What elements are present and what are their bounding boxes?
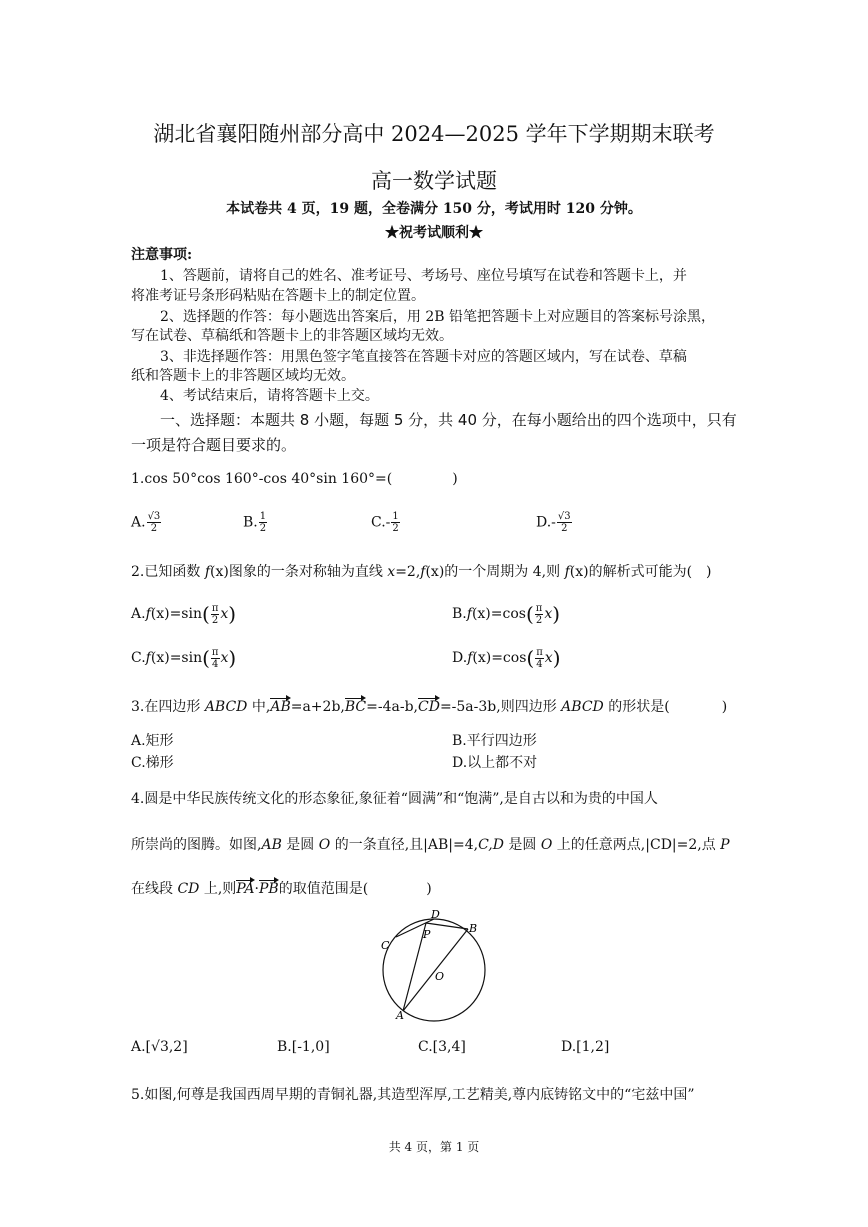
q3-vec-bc: BC	[344, 699, 367, 715]
q2-d-f: f	[467, 650, 473, 666]
q4-l3-d: 的取值范围是(	[278, 881, 369, 897]
section-1-heading-line1: 一、选择题：本题共 8 小题，每题 5 分，共 40 分，在每小题给出的四个选项中，只有	[160, 411, 737, 429]
q2-f-3: f	[564, 564, 570, 580]
q3-vec-ab: AB	[270, 699, 291, 715]
q2-stem	[131, 561, 712, 581]
q2-a-var: x	[220, 606, 229, 622]
q1-option-b-label: B.	[243, 514, 258, 531]
q4-vec-pb: PB	[259, 881, 279, 897]
q2-b-label: B.	[452, 606, 467, 622]
q2-x-3: (x)	[569, 564, 589, 580]
q4-option-c: C.[3,4]	[418, 1039, 466, 1055]
exam-subtitle: 高一数学试题	[371, 169, 497, 193]
q2-f-2: f	[420, 564, 426, 580]
q1-close: )	[452, 471, 458, 487]
notice-item-3b: 纸和答题卡上的非答题区域均无效。	[131, 368, 355, 384]
q2-a-f: f	[145, 606, 151, 622]
q3-option-b: B.平行四边形	[452, 733, 537, 749]
notice-item-2a: 2、选择题的作答：每小题选出答案后，用 2B 铅笔把答题卡上对应题目的答案标号涂黑，	[160, 309, 716, 325]
q1-option-a-label: A.	[131, 514, 146, 531]
q3-expr-1: =a+2b,	[290, 699, 345, 715]
q4-l2-o: O	[318, 837, 331, 853]
q3-text-2: 中,	[247, 699, 271, 715]
q3-text-3: 的形状是(	[603, 699, 670, 715]
notice-item-1a: 1、答题前，请将自己的姓名、准考证号、考场号、座位号填写在试卷和答题卡上，并	[160, 268, 687, 284]
exam-title: 湖北省襄阳随州部分高中 2024—2025 学年下学期期末联考	[153, 122, 715, 146]
q2-option-d: D.f(x)=cos( $\frac{\pi}{4}$ x)	[452, 646, 561, 670]
q2-a-fn: =sin	[169, 606, 202, 622]
q4-option-a: A.[√3,2]	[131, 1039, 188, 1055]
q2-c-f: f	[145, 650, 151, 666]
q2-f: f	[204, 564, 210, 580]
q3-text-1: 3.在四边形	[131, 699, 205, 715]
q4-l2-ab: AB	[261, 837, 282, 853]
q4-l3-cd: CD	[177, 881, 200, 897]
q4-l3-a: 在线段	[131, 881, 178, 897]
q3-close: )	[721, 699, 728, 715]
q2-close: )	[706, 564, 712, 580]
exam-wish: ★祝考试顺利★	[385, 225, 483, 241]
q2-text-5: 的解析式可能为(	[588, 564, 693, 580]
q2-text-4: 的一个周期为 4,则	[444, 564, 565, 580]
q2-text-1: 2.已知函数	[131, 564, 205, 580]
q2-a-den: 2	[211, 614, 219, 626]
q4-option-b: B.[-1,0]	[277, 1039, 330, 1055]
q2-b-f: f	[466, 606, 472, 622]
label-b: B	[469, 922, 478, 935]
q1-a-num: √3	[147, 511, 161, 522]
q4-close: )	[426, 881, 432, 897]
q4-line-2	[131, 834, 730, 854]
q3-expr-2: =-4a-b,	[366, 699, 418, 715]
q4-dot: ·	[254, 881, 259, 897]
label-a: A	[396, 1009, 404, 1022]
q2-d-den: 4	[536, 658, 543, 670]
q2-d-fn: =cos	[491, 650, 527, 666]
q2-c-x: (x)	[150, 650, 170, 666]
q1-b-den: 2	[259, 523, 267, 534]
q2-b-num: π	[535, 602, 543, 614]
label-p: P	[423, 928, 431, 941]
q2-xeq: x	[387, 564, 396, 580]
notice-item-4: 4、考试结束后，请将答题卡上交。	[160, 388, 379, 404]
q2-option-c: C.f(x)=sin( $\frac{\pi}{4}$ x)	[131, 646, 237, 670]
q2-text-2: 图象的一条对称轴为直线	[228, 564, 388, 580]
q1-option-d	[536, 511, 573, 534]
q3-option-d: D.以上都不对	[452, 755, 538, 771]
q3-expr-3: =-5a-3b,则四边形	[439, 699, 562, 715]
q4-l2-e: 的一条直径,且|AB|=4,	[330, 837, 479, 853]
label-c: C	[381, 939, 390, 952]
q2-a-num: π	[211, 602, 219, 614]
q4-l2-a: 所崇尚的图腾。如图,	[131, 837, 262, 853]
q4-l2-o2: O	[540, 837, 553, 853]
q1-c-den: 2	[392, 523, 399, 534]
q4-l2-g: 是圆	[503, 837, 541, 853]
q1-a-den: 2	[150, 523, 158, 534]
q3-abcd: ABCD	[204, 699, 248, 715]
q3-option-a: A.矩形	[131, 733, 174, 749]
q4-vec-pa: PA	[236, 881, 255, 897]
q2-b-var: x	[544, 606, 553, 622]
q1-stem-text: 1.cos 50°cos 160°-cos 40°sin 160°=(	[131, 471, 393, 487]
q1-option-b	[243, 511, 268, 534]
q1-c-num: 1	[392, 511, 399, 522]
q5-line-1: 5.如图,何尊是我国西周早期的青铜礼器,其造型浑厚,工艺精美,尊内底铸铭文中的“宅兹中国”	[131, 1087, 695, 1103]
q2-a-label: A.	[131, 606, 146, 622]
label-d: D	[431, 908, 440, 921]
q3-option-c: C.梯形	[131, 755, 174, 771]
q2-option-a: A.f(x)=sin( $\frac{\pi}{2}$ x)	[131, 602, 237, 626]
q2-option-b: B.f(x)=cos( $\frac{\pi}{2}$ x)	[452, 602, 561, 626]
notice-item-3a: 3、非选择题作答：用黑色签字笔直接答在答题卡对应的答题区域内，写在试卷、草稿	[160, 349, 687, 365]
q2-x-2: (x)	[425, 564, 445, 580]
q2-text-3: =2,	[395, 564, 421, 580]
notice-heading: 注意事项:	[131, 247, 193, 263]
q2-c-label: C.	[131, 650, 146, 666]
q2-x: (x)	[210, 564, 229, 580]
q4-l2-c: 是圆	[281, 837, 319, 853]
q4-circle-figure	[372, 905, 494, 1023]
label-o: O	[435, 970, 445, 983]
q2-c-den: 4	[212, 658, 219, 670]
q2-d-var: x	[544, 650, 553, 666]
q1-d-den: 2	[561, 523, 568, 534]
q2-c-fn: =sin	[169, 650, 203, 666]
q1-stem	[131, 471, 458, 487]
q2-d-label: D.	[452, 650, 468, 666]
page-footer: 共 4 页，第 1 页	[388, 1140, 480, 1154]
q1-option-a	[131, 511, 162, 534]
segment-pb	[426, 923, 468, 929]
q4-line-3	[131, 878, 432, 898]
q2-a-x: (x)	[150, 606, 170, 622]
q4-l3-c: 上,则	[199, 881, 237, 897]
q2-b-x: (x)	[471, 606, 491, 622]
q4-line-1: 4.圆是中华民族传统文化的形态象征,象征着“圆满”和“饱满”,是自古以和为贵的中国人	[131, 791, 658, 807]
q3-vec-cd: CD	[418, 699, 440, 715]
q1-d-num: √3	[557, 511, 571, 522]
section-1-heading-line2: 一项是符合题目要求的。	[131, 436, 297, 454]
q2-c-num: π	[211, 646, 219, 658]
q1-b-num: 1	[259, 511, 267, 522]
q4-l2-cd: C,D	[478, 837, 504, 853]
q2-b-fn: =cos	[490, 606, 526, 622]
q2-d-num: π	[536, 646, 543, 658]
q1-option-c-label: C.-	[371, 514, 391, 531]
q2-d-x: (x)	[472, 650, 492, 666]
notice-item-1b: 将准考证号条形码粘贴在答题卡上的制定位置。	[131, 288, 425, 304]
q2-b-den: 2	[535, 614, 543, 626]
q3-abcd-2: ABCD	[561, 699, 604, 715]
q4-option-d: D.[1,2]	[561, 1039, 610, 1055]
q4-l2-h: 上的任意两点,|CD|=2,点	[552, 837, 721, 853]
q3-stem	[131, 696, 727, 716]
q1-option-c	[371, 511, 401, 534]
q4-l2-p: P	[720, 837, 730, 853]
notice-item-2b: 写在试卷、草稿纸和答题卡上的非答题区域均无效。	[131, 328, 453, 344]
q2-c-var: x	[220, 650, 229, 666]
exam-info: 本试卷共 4 页，19 题，全卷满分 150 分，考试用时 120 分钟。	[226, 201, 642, 217]
q1-option-d-label: D.-	[536, 514, 556, 531]
